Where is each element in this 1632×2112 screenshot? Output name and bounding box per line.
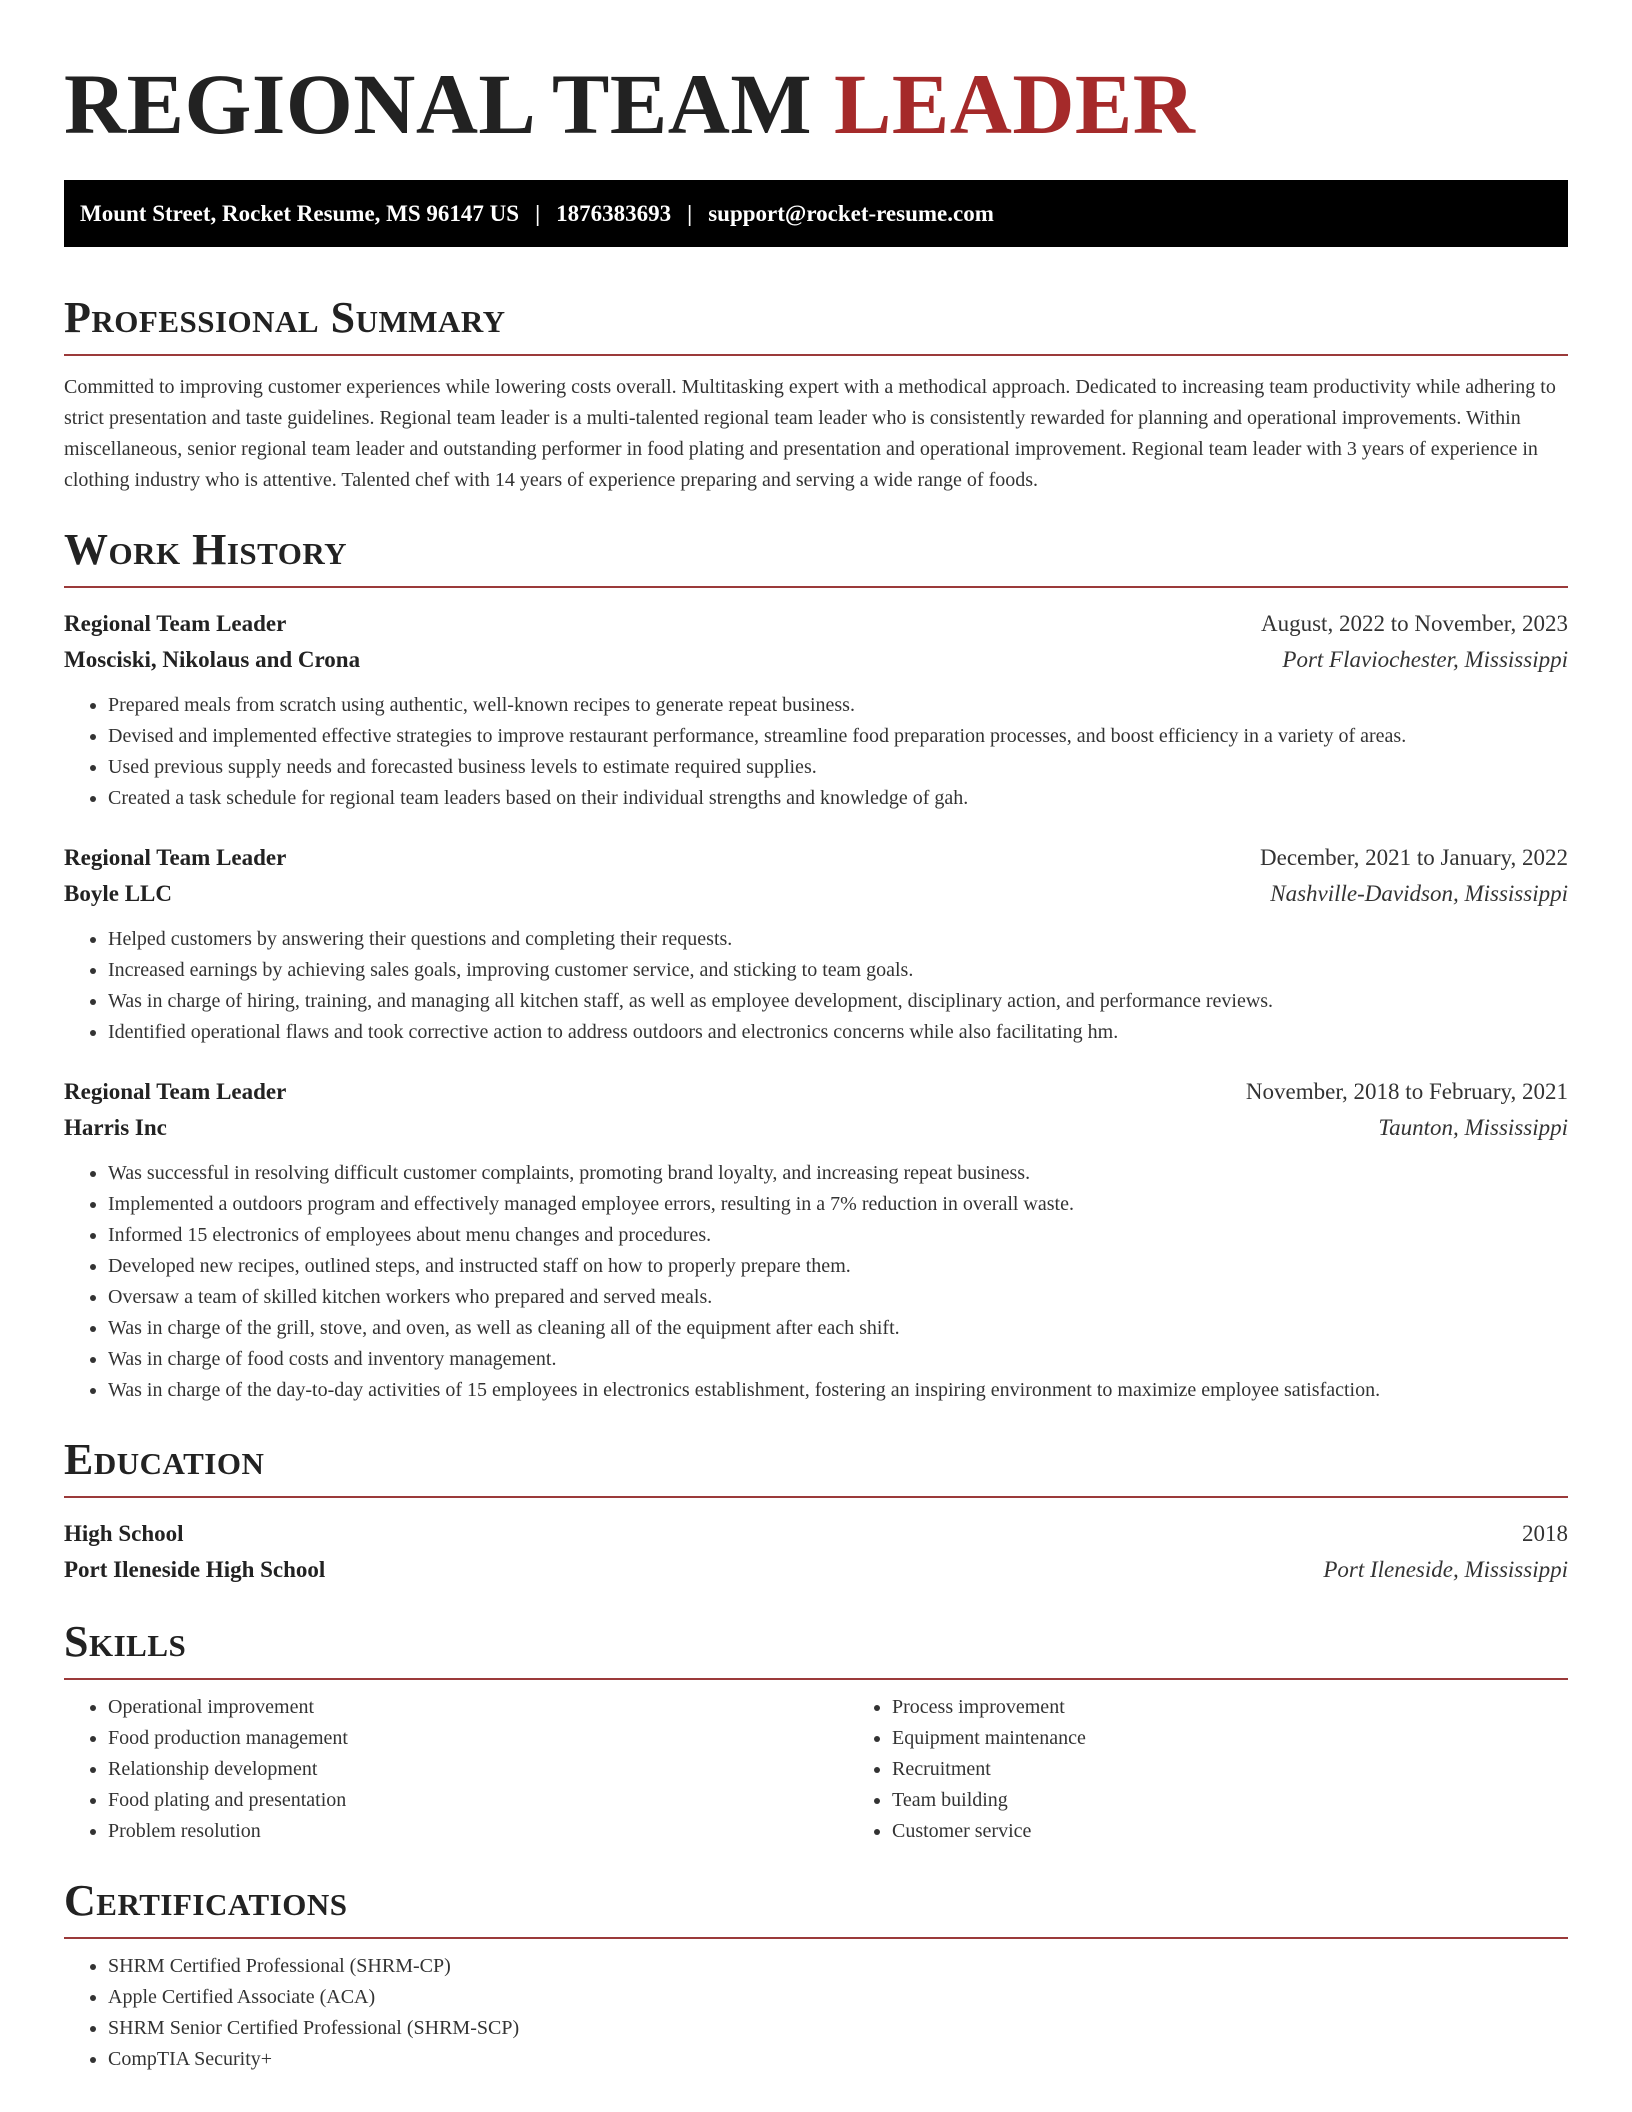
job-header-row — [64, 606, 1568, 642]
contact-separator: | — [687, 200, 693, 226]
list-item: • Increased earnings by achieving sales goals, improving customer service, and sticking to team goals. — [108, 955, 1568, 986]
list-item: • CompTIA Security+ — [108, 2044, 1568, 2075]
list-item: • SHRM Certified Professional (SHRM-CP) — [108, 1951, 1568, 1982]
job-company-row — [64, 642, 1568, 678]
skills-list-left — [64, 1692, 848, 1847]
list-item: • SHRM Senior Certified Professional (SHRM-SCP) — [108, 2013, 1568, 2044]
skills-section — [64, 1616, 1568, 1847]
section-divider — [64, 1678, 1568, 1680]
job-location: Nashville-Davidson, Mississippi — [1270, 881, 1568, 906]
job-entry — [64, 606, 1568, 814]
list-item: • Created a task schedule for regional team leaders based on their individual strengths and knowledge of gah. — [108, 783, 1568, 814]
job-role: Regional Team Leader — [64, 1079, 287, 1104]
section-title-work-history: Work History — [64, 525, 348, 574]
list-item: • Was successful in resolving difficult customer complaints, promoting brand loyalty, and increasing repeat business. — [108, 1158, 1568, 1189]
job-entry — [64, 840, 1568, 1048]
skills-list-right — [848, 1692, 1086, 1847]
job-company-row — [64, 876, 1568, 912]
skills-grid — [64, 1692, 1568, 1847]
section-divider — [64, 1496, 1568, 1498]
list-item: • Relationship development — [108, 1754, 848, 1785]
list-item: • Food production management — [108, 1723, 848, 1754]
list-item: • Apple Certified Associate (ACA) — [108, 1982, 1568, 2013]
job-location: Taunton, Mississippi — [1378, 1115, 1568, 1140]
list-item: • Recruitment — [892, 1754, 1086, 1785]
section-divider — [64, 586, 1568, 588]
education-entry — [64, 1516, 1568, 1588]
name-first: REGIONAL TEAM — [64, 56, 812, 152]
contact-phone: 1876383693 — [556, 200, 672, 226]
job-location: Port Flaviochester, Mississippi — [1282, 647, 1568, 672]
certifications-section — [64, 1875, 1568, 2075]
contact-email: support@rocket-resume.com — [708, 200, 994, 226]
list-item: • Helped customers by answering their questions and completing their requests. — [108, 924, 1568, 955]
section-title-skills: Skills — [64, 1617, 187, 1666]
list-item: • Operational improvement — [108, 1692, 848, 1723]
list-item: • Devised and implemented effective strategies to improve restaurant performance, streamline food preparation processes, and boost efficiency in a variety of areas. — [108, 721, 1568, 752]
list-item: • Identified operational flaws and took corrective action to address outdoors and electronics concerns while also facilitating hm. — [108, 1017, 1568, 1048]
section-title-summary: Professional Summary — [64, 293, 506, 342]
job-role: Regional Team Leader — [64, 845, 287, 870]
job-bullets — [64, 924, 1568, 1048]
section-title-certifications: Certifications — [64, 1876, 348, 1925]
list-item: • Implemented a outdoors program and effectively managed employee errors, resulting in a 7% reduction in overall waste. — [108, 1189, 1568, 1220]
job-company: Harris Inc — [64, 1115, 167, 1140]
section-divider — [64, 1937, 1568, 1939]
education-degree: High School — [64, 1521, 184, 1546]
job-bullets — [64, 1158, 1568, 1406]
list-item: • Food plating and presentation — [108, 1785, 848, 1816]
job-dates: August, 2022 to November, 2023 — [1261, 611, 1568, 636]
work-history-section — [64, 524, 1568, 1406]
name-last: LEADER — [834, 56, 1196, 152]
summary-text: Committed to improving customer experiences while lowering costs overall. Multitasking expert with a methodical approach. Dedicated to increasing team productivity while adhering to strict presentation and taste guidelines. Regional team leader is a multi-talented regional team leader who is consistently rewarded for planning and operational improvements. Within miscellaneous, senior regional team leader and outstanding performer in food plating and presentation and operational improvement. Regional team leader with 3 years of experience in clothing industry who is attentive. Talented chef with 14 years of experience preparing and serving a wide range of foods. — [64, 376, 1556, 491]
job-header-row — [64, 1074, 1568, 1110]
list-item: • Was in charge of food costs and inventory management. — [108, 1344, 1568, 1375]
list-item: • Equipment maintenance — [892, 1723, 1086, 1754]
list-item: • Was in charge of the grill, stove, and oven, as well as cleaning all of the equipment after each shift. — [108, 1313, 1568, 1344]
list-item: • Informed 15 electronics of employees about menu changes and procedures. — [108, 1220, 1568, 1251]
job-dates: November, 2018 to February, 2021 — [1245, 1079, 1568, 1104]
education-section — [64, 1434, 1568, 1588]
summary-section — [64, 292, 1568, 496]
education-header-row — [64, 1516, 1568, 1552]
list-item: • Team building — [892, 1785, 1086, 1816]
education-location: Port Ileneside, Mississippi — [1323, 1557, 1568, 1582]
section-title-education: Education — [64, 1435, 265, 1484]
list-item: • Problem resolution — [108, 1816, 848, 1847]
section-divider — [64, 354, 1568, 356]
certifications-list — [64, 1951, 1568, 2075]
resume-name — [64, 0, 1568, 152]
list-item: • Customer service — [892, 1816, 1086, 1847]
education-school: Port Ileneside High School — [64, 1557, 326, 1582]
job-company-row — [64, 1110, 1568, 1146]
list-item: • Process improvement — [892, 1692, 1086, 1723]
job-bullets — [64, 690, 1568, 814]
contact-bar — [64, 180, 1568, 247]
list-item: • Was in charge of the day-to-day activities of 15 employees in electronics establishment, fostering an inspiring environment to maximize employee satisfaction. — [108, 1375, 1568, 1406]
list-item: • Oversaw a team of skilled kitchen workers who prepared and served meals. — [108, 1282, 1568, 1313]
job-company: Mosciski, Nikolaus and Crona — [64, 647, 361, 672]
job-role: Regional Team Leader — [64, 611, 287, 636]
contact-separator: | — [535, 200, 541, 226]
list-item: • Developed new recipes, outlined steps, and instructed staff on how to properly prepare them. — [108, 1251, 1568, 1282]
job-header-row — [64, 840, 1568, 876]
job-entry — [64, 1074, 1568, 1406]
list-item: • Prepared meals from scratch using authentic, well-known recipes to generate repeat business. — [108, 690, 1568, 721]
education-year: 2018 — [1522, 1521, 1568, 1546]
contact-address: Mount Street, Rocket Resume, MS 96147 US — [80, 200, 520, 226]
education-school-row — [64, 1552, 1568, 1588]
job-company: Boyle LLC — [64, 881, 172, 906]
list-item: • Used previous supply needs and forecasted business levels to estimate required supplies. — [108, 752, 1568, 783]
job-dates: December, 2021 to January, 2022 — [1260, 845, 1568, 870]
list-item: • Was in charge of hiring, training, and managing all kitchen staff, as well as employee development, disciplinary action, and performance reviews. — [108, 986, 1568, 1017]
